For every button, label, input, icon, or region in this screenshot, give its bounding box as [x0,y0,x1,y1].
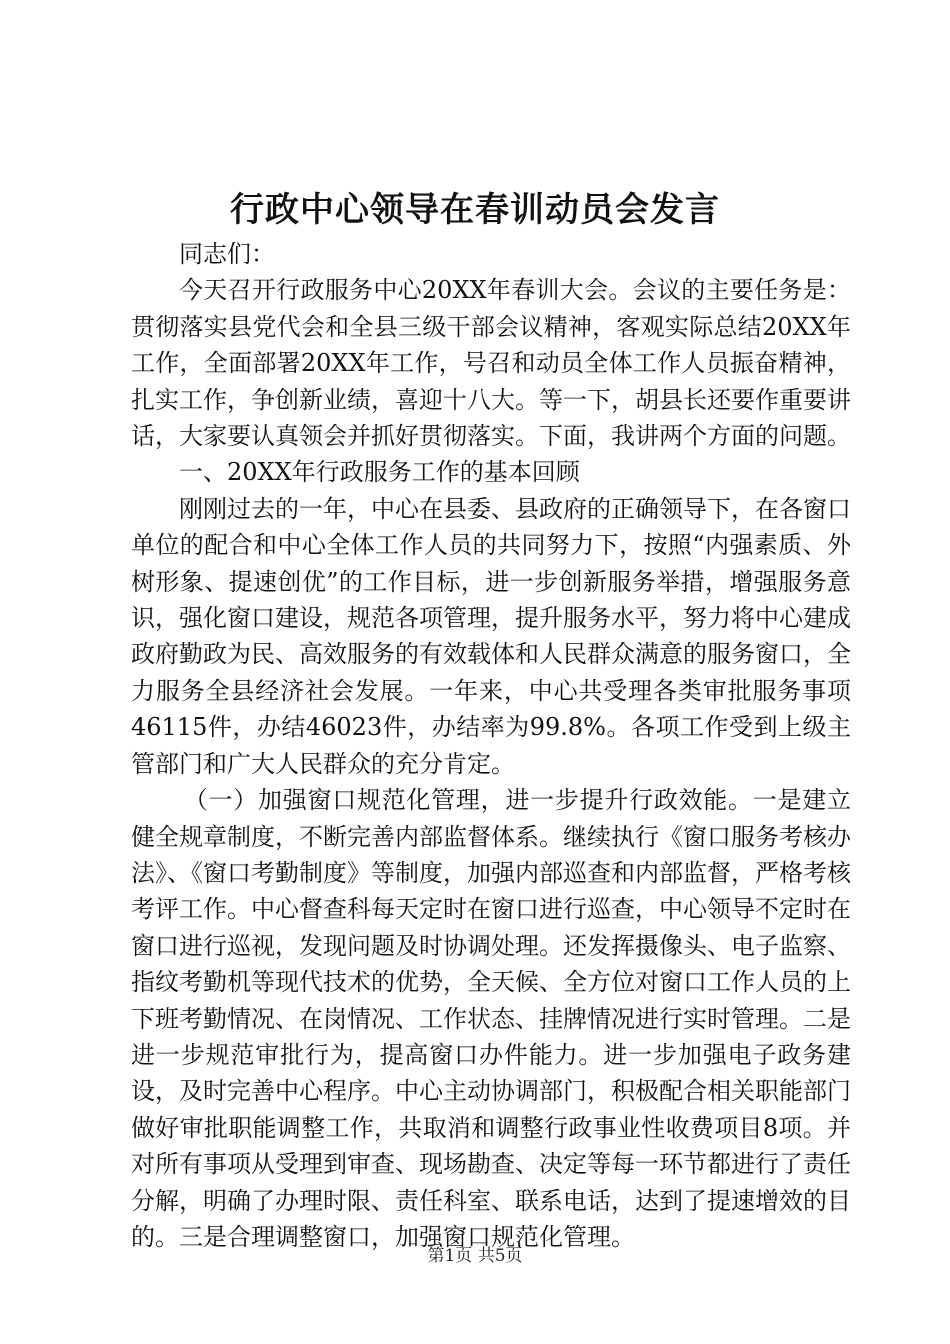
review-paragraph: 刚刚过去的一年，中心在县委、县政府的正确领导下，在各窗口单位的配合和中心全体工作人员的共同努力下，按照“内强素质、外树形象、提速创优”的工作目标，进一步创新服务举措，增强服务意识，强化窗口建设，规范各项管理，提升服务水平，努力将中心建成政府勤政为民、高效服务的有效载体和人民群众满意的服务窗口，全力服务全县经济社会发展。一年来，中心共受理各类审批服务事项46115件，办结46023件，办结率为99.8%。各项工作受到上级主管部门和广大人民群众的充分肯定。 [131,494,851,778]
document-title: 行政中心领导在春训动员会发言 [230,190,720,230]
subsection-paragraph: （一）加强窗口规范化管理，进一步提升行政效能。一是建立健全规章制度，不断完善内部监督体系。继续执行《窗口服务考核办法》、《窗口考勤制度》等制度，加强内部巡查和内部监督，严格考核考评工作。中心督查科每天定时在窗口进行巡查，中心领导不定时在窗口进行巡视，发现问题及时协调处理。还发挥摄像头、电子监察、指纹考勤机等现代技术的优势，全天候、全方位对窗口工作人员的上下班考勤情况、在岗情况、工作状态、挂牌情况进行实时管理。二是进一步规范审批行为，提高窗口办件能力。进一步加强电子政务建设，及时完善中心程序。中心主动协调部门，积极配合相关职能部门做好审批职能调整工作，共取消和调整行政事业性收费项目8项。并对所有事项从受理到审查、现场勘查、决定等每一环节都进行了责任分解，明确了办理时限、责任科室、联系电话，达到了提速增效的目的。三是合理调整窗口，加强窗口规范化管理。 [131,786,851,1251]
section-heading: 一、20XX年行政服务工作的基本回顾 [179,458,580,487]
page-footer: 第1页 共5页 [427,1246,523,1266]
salutation-paragraph: 同志们： [179,240,275,268]
intro-paragraph: 今天召开行政服务中心20XX年春训大会。会议的主要任务是：贯彻落实县党代会和全县三级干部会议精神，客观实际总结20XX年工作，全面部署20XX年工作，号召和动员全体工作人员振奋精神，扎实工作，争创新业绩，喜迎十八大。等一下，胡县长还要作重要讲话，大家要认真领会并抓好贯彻落实。下面，我讲两个方面的问题。 [131,276,851,451]
document-body [131,236,851,1255]
